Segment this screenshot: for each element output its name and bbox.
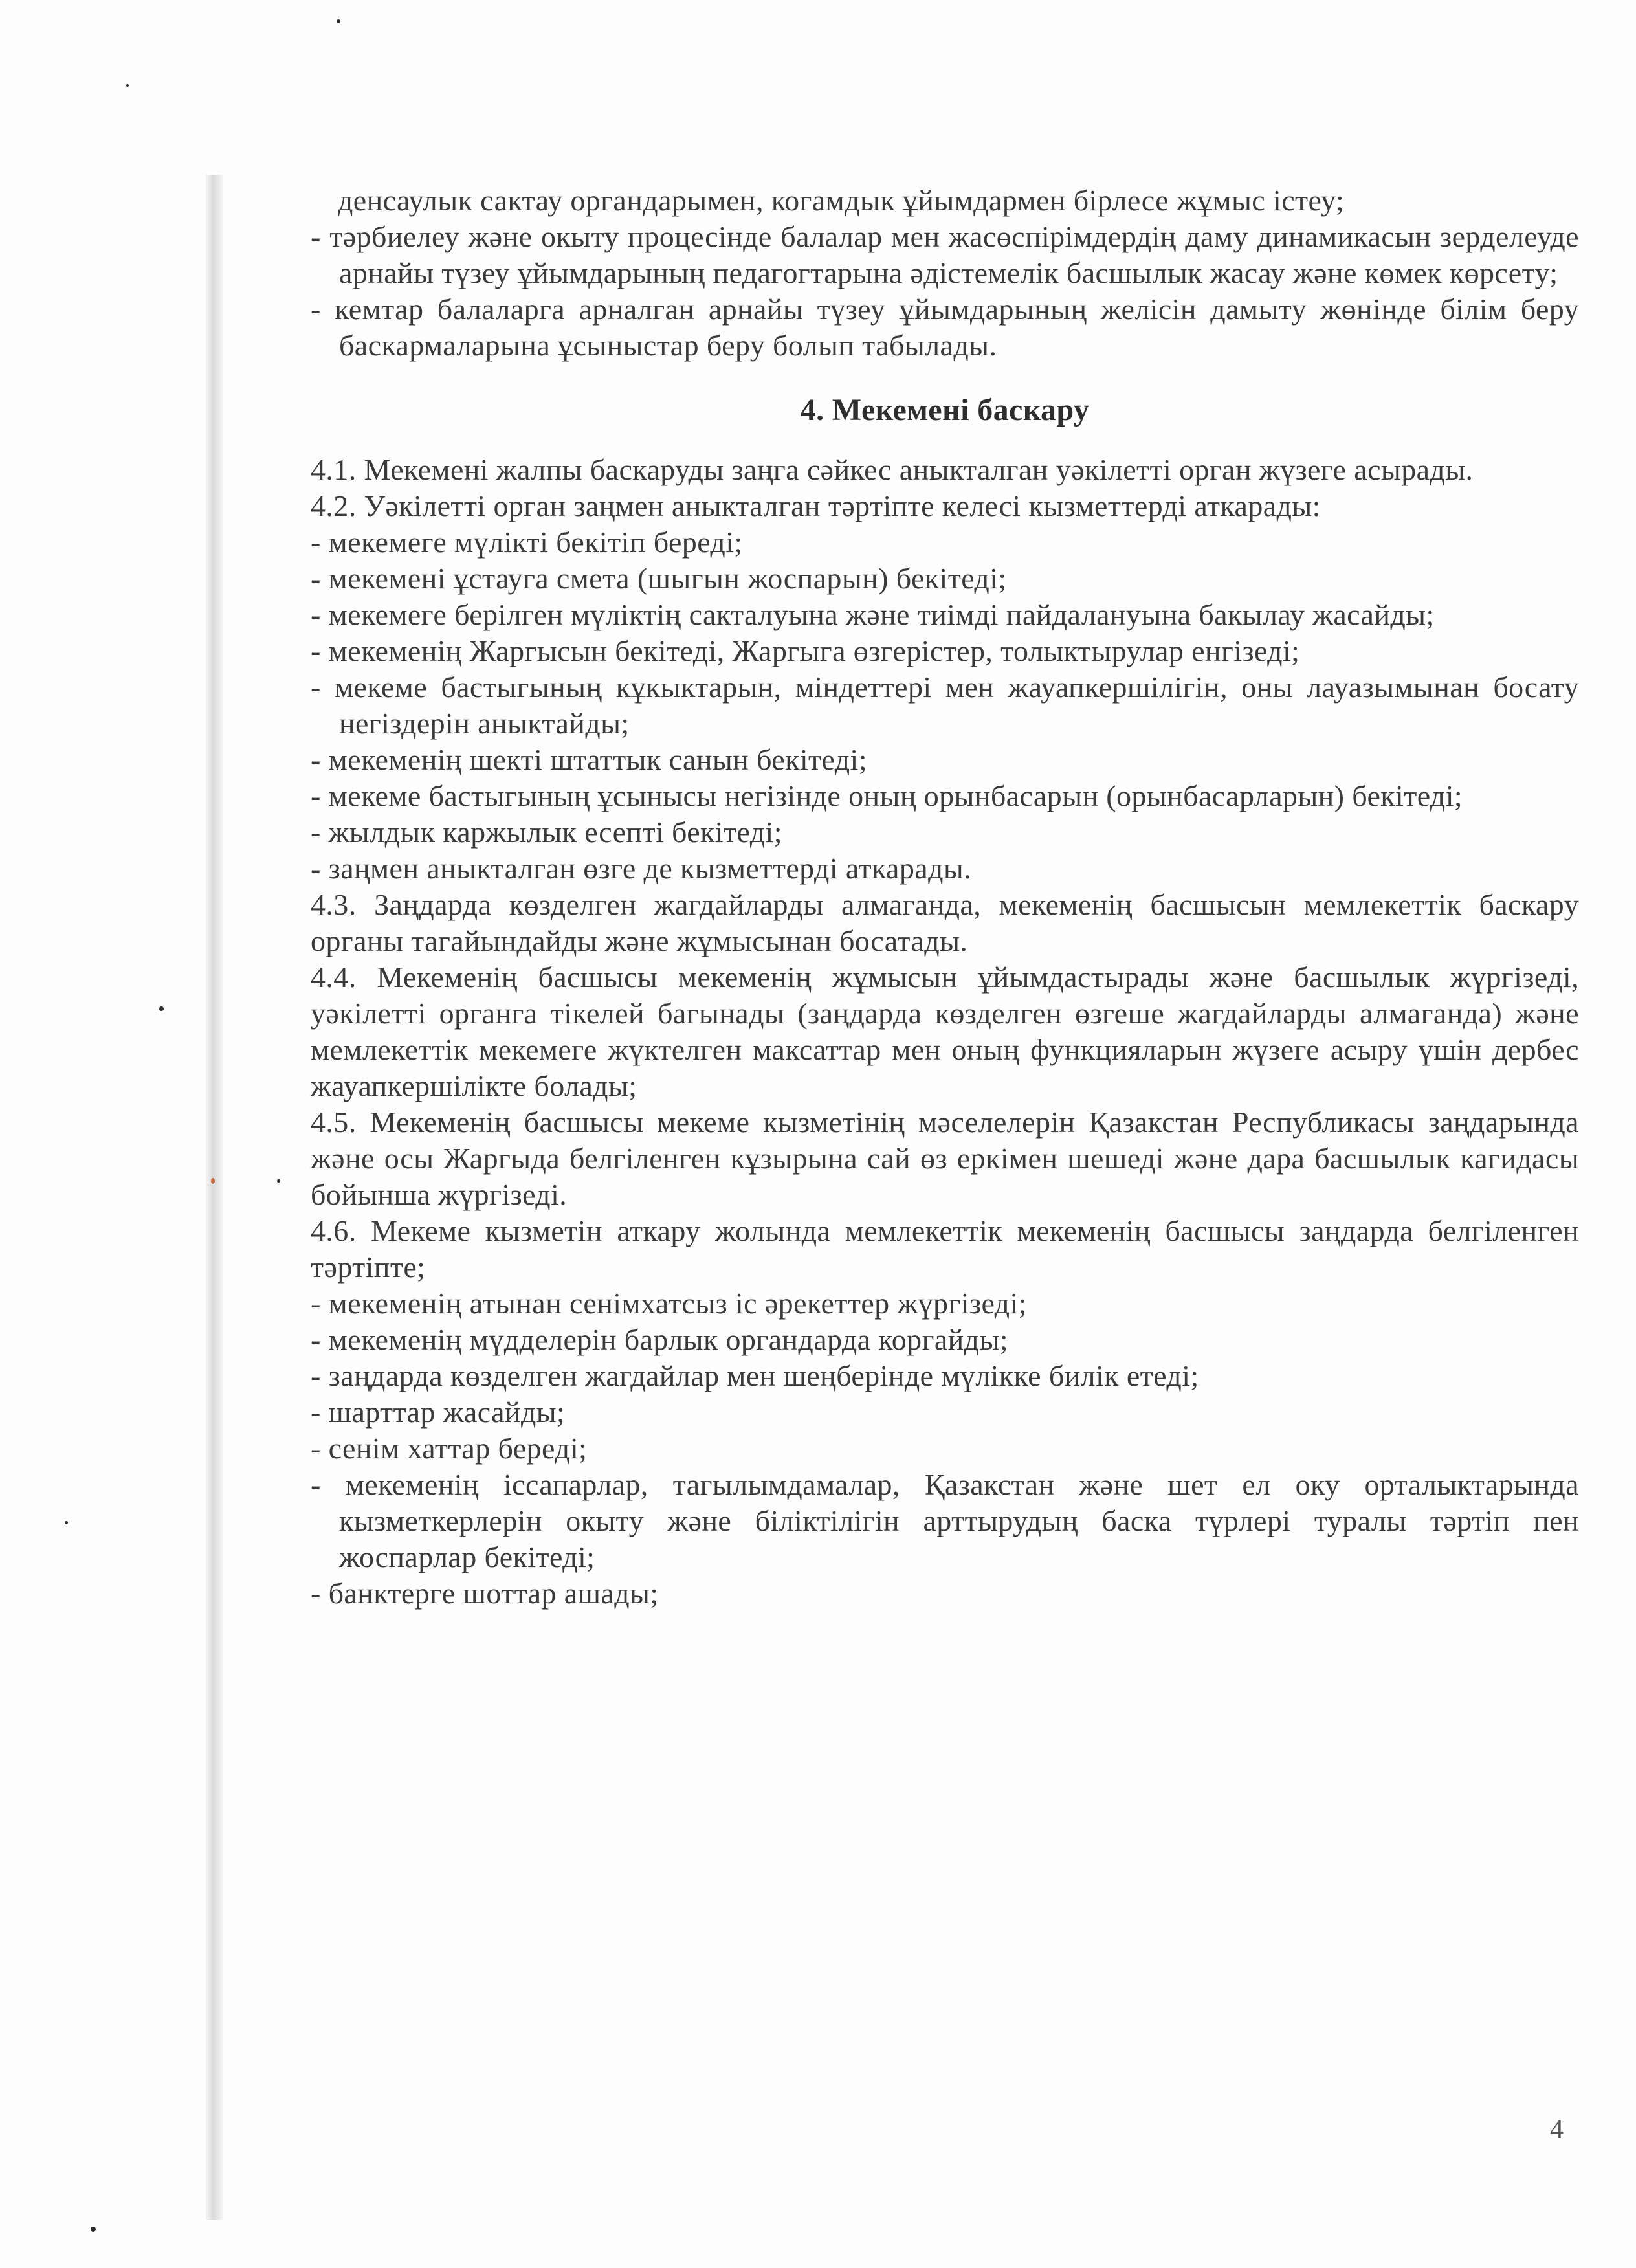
list-item: - жылдык каржылык есепті бекітеді; <box>311 816 782 849</box>
list-item: - мекеме бастыгының кұкыктарын, міндеттері мен жауапкершілігін, оны лауазымынан босату негіздерін аныктайды; <box>311 671 1579 740</box>
paragraph: 4.6. Мекеме кызметін аткару жолында мемлекеттік мекеменің басшысы заңдарда белгіленген тәртіпте; <box>311 1214 1579 1284</box>
scan-speck <box>159 1006 164 1011</box>
list-item: - банктерге шоттар ашады; <box>311 1577 659 1610</box>
list-item: - сенім хаттар береді; <box>311 1432 588 1465</box>
list-item: - мекемеге берілген мүліктің сакталуына және тиімді пайдалануына бакылау жасайды; <box>311 598 1435 631</box>
list-item: - мекеменің мүдделерін барлык органдарда коргайды; <box>311 1323 1008 1356</box>
scan-speck <box>337 19 340 23</box>
list-item: - мекеме бастыгының ұсынысы негізінде оның орынбасарын (орынбасарларын) бекітеді; <box>311 779 1463 812</box>
paragraph: 4.3. Заңдарда көзделген жагдайларды алмаганда, мекеменің басшысын мемлекеттік баскару органы тагайындайды және жұмысынан босатады. <box>311 888 1579 957</box>
list-item: - заңдарда көзделген жагдайлар мен шеңберінде мүлікке билік етеді; <box>311 1359 1199 1392</box>
list-item: - мекеменің Жаргысын бекітеді, Жаргыга өзгерістер, толыктырулар енгізеді; <box>311 634 1300 667</box>
scan-speck <box>126 84 129 87</box>
list-item: - заңмен аныкталган өзге де кызметтерді аткарады. <box>311 852 972 885</box>
list-item: - мекемеге мүлікті бекітіп береді; <box>311 526 743 559</box>
list-item: - мекеменің шекті штаттык санын бекітеді; <box>311 743 867 776</box>
top-continuation <box>311 183 1579 219</box>
list-item: - тәрбиелеу және окыту процесінде балалар мен жасөспірімдердің даму динамикасын зерделеуде арнайы түзеу ұйымдарының педагогтарына әдістемелік басшылык жасау және көмек көрсету; <box>311 220 1579 289</box>
paragraph: 4.4. Мекеменің басшысы мекеменің жұмысын ұйымдастырады және басшылык жүргізеді, уәкілетті органга тікелей багынады (заңдарда көзделген өзгеше жагдайларды алмаганда) және мемлекеттік мекемеге жүктелген максаттар мен оның функцияларын жүзеге асыру үшін дербес жауапкершілікте болады; <box>311 961 1579 1102</box>
list-item: - мекеменің атынан сенімхатсыз іс әрекеттер жүргізеді; <box>311 1287 1027 1320</box>
list-item: - мекемені ұстауга смета (шыгын жоспарын) бекітеді; <box>311 562 1007 595</box>
paragraph: 4.5. Мекеменің басшысы мекеме кызметінің мәселелерін Қазакстан Республикасы заңдарында және осы Жаргыда белгіленген кұзырына сай өз еркімен шешеді және дара басшылык кагидасы бойынша жүргізеді. <box>311 1106 1579 1211</box>
list-item: - мекеменің іссапарлар, тагылымдамалар, Қазакстан және шет ел оку орталыктарында кызметкерлерін окыту және біліктілігін арттырудың баска түрлері туралы тәртіп пен жоспарлар бекітеді; <box>311 1468 1579 1573</box>
list-item: - кемтар балаларга арналган арнайы түзеу ұйымдарының желісін дамыту жөнінде білім беру баскармаларына ұсыныстар беру болып табылады. <box>311 293 1579 362</box>
document-body <box>311 183 1579 1612</box>
page-number: 4 <box>1550 2115 1564 2144</box>
paragraph: 4.1. Мекемені жалпы баскаруды заңга сәйкес аныкталган уәкілетті орган жүзеге асырады. <box>311 453 1474 486</box>
scan-speck <box>277 1179 280 1183</box>
section-body <box>311 452 1579 1612</box>
section-heading: 4. Мекемені баскару <box>800 393 1090 427</box>
continuation-text: денсаулык сактау органдарымен, когамдык ұйымдармен бірлесе жұмыс істеу; <box>338 184 1345 217</box>
list-item: - шарттар жасайды; <box>311 1395 566 1429</box>
scan-speck <box>211 1178 215 1184</box>
scan-binding-shadow <box>206 175 223 2220</box>
paragraph: 4.2. Уәкілетті орган заңмен аныкталган тәртіпте келесі кызметтерді аткарады: <box>311 489 1321 522</box>
scan-speck <box>65 1521 68 1524</box>
scan-speck <box>91 2227 96 2232</box>
top-list <box>311 219 1579 364</box>
